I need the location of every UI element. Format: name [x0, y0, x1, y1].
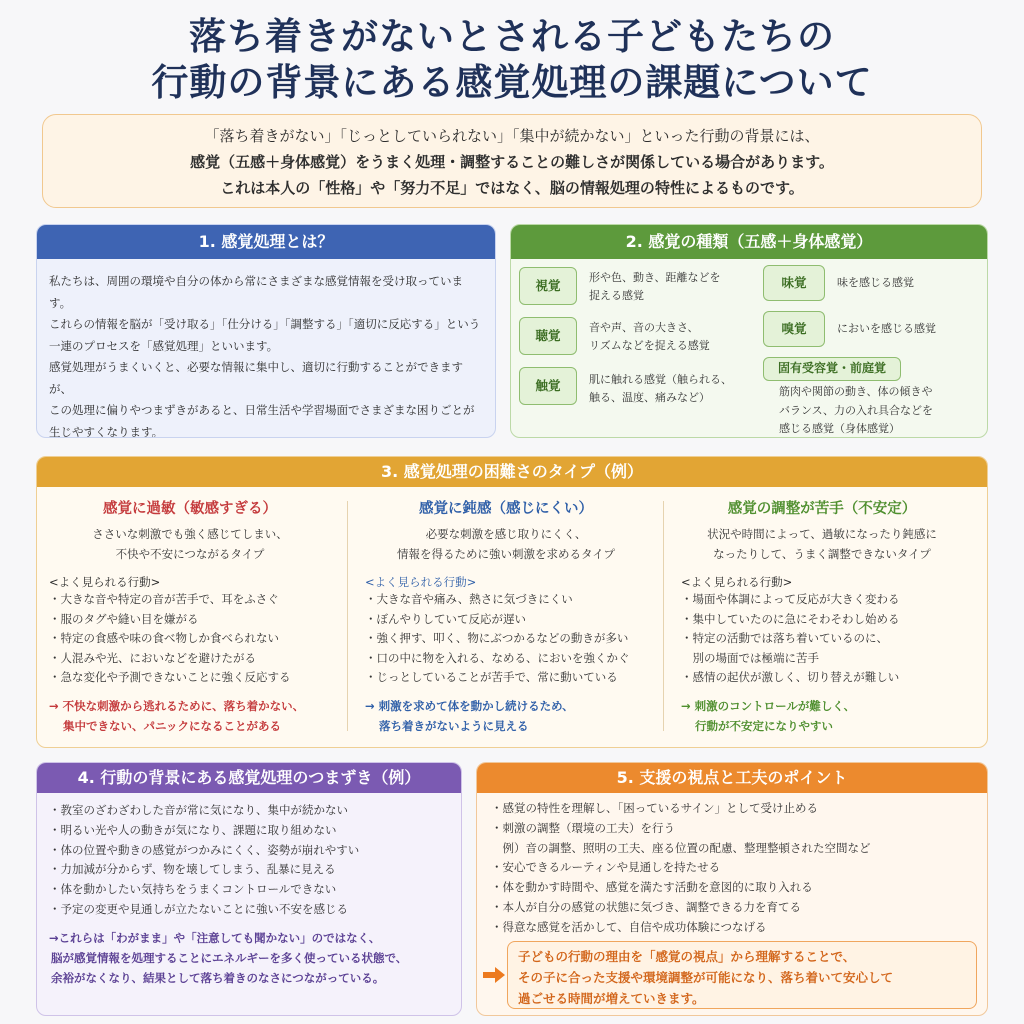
type-desc-line: 不快や不安につながるタイプ [115, 547, 265, 561]
section1-line: 感覚処理がうまくいくと、必要な情報に集中し、適切に行動することができますが、 [49, 360, 463, 396]
sense-desc-line: 触る、温度、痛みなど） [589, 391, 710, 404]
behavior-list [669, 590, 975, 688]
list-item: 例）音の調整、照明の工夫、座る位置の配慮、整理整頓された空間など [491, 840, 871, 855]
note-line: 脳が感覚情報を処理することにエネルギーを多く使っている状態で、 [51, 950, 408, 965]
intro-line-3: これは本人の「性格」や「努力不足」ではなく、脳の情報処理の特性によるものです。 [220, 179, 804, 197]
sense-desc-line: 形や色、動き、距離などを [589, 271, 721, 284]
sense-desc-hearing [589, 319, 710, 355]
type-result [669, 696, 975, 736]
list-item: ・場面や体調によって反応が大きく変わる [681, 592, 900, 606]
section-support-points [476, 762, 988, 1016]
type-desc-line: なったりして、うまく調整できないタイプ [713, 547, 931, 561]
sense-desc-proprioception [779, 383, 933, 438]
note-line: 余裕がなくなり、結果として落ち着きのなさにつながっている。 [51, 970, 385, 985]
list-heading: <よく見られる行動> [365, 575, 477, 589]
result-line: → 不快な刺激から逃れるために、落ち着かない、 [49, 698, 305, 713]
list-item: ・大きな音や特定の音が苦手で、耳をふさぐ [49, 592, 279, 606]
list-item: ・体を動かす時間や、感覚を満たす活動を意図的に取り入れる [491, 880, 813, 895]
column-divider [347, 501, 348, 731]
support-list [491, 799, 973, 938]
list-item: ・明るい光や人の動きが気になり、課題に取り組めない [49, 822, 337, 837]
list-item: ・本人が自分の感覚の状態に気づき、調整できる力を育てる [491, 899, 802, 914]
section2-heading: 2. 感覚の種類（五感＋身体感覚） [511, 225, 987, 259]
column-divider [663, 501, 664, 731]
sense-tag-smell: 嗅覚 [763, 311, 825, 347]
stumble-list [49, 801, 449, 920]
sense-desc-line: リズムなどを捉える感覚 [589, 339, 710, 352]
result-line: 行動が不安定になりやすい [695, 718, 833, 733]
sense-tag-vision: 視覚 [519, 267, 577, 305]
list-item: ・特定の活動では落ち着いているのに、 [681, 631, 888, 645]
page-title [0, 14, 1024, 106]
type-desc-line: 状況や時間によって、過敏になったり鈍感に [707, 527, 937, 541]
sense-desc-taste: 味を感じる感覚 [837, 276, 914, 289]
sense-desc-line: 筋肉や関節の動き、体の傾きや [779, 385, 933, 398]
section3-heading: 3. 感覚処理の困難さのタイプ（例） [37, 457, 987, 487]
list-item: ・力加減が分からず、物を壊してしまう、乱暴に見える [49, 862, 336, 877]
title-line-1: 落ち着きがないとされる子どもたちの [189, 15, 835, 58]
title-line-2: 行動の背景にある感覚処理の課題について [151, 61, 873, 104]
list-item: ・強く押す、叩く、物にぶつかるなどの動きが多い [365, 631, 629, 645]
callout-line: 過ごせる時間が増えていきます。 [518, 991, 705, 1006]
type-column-unstable [669, 489, 975, 745]
sense-tag-taste: 味覚 [763, 265, 825, 301]
behavior-list [37, 590, 343, 688]
section5-heading: 5. 支援の視点と工夫のポイント [477, 763, 987, 793]
summary-callout [507, 941, 977, 1009]
callout-line: 子どもの行動の理由を「感覚の視点」から理解することで、 [518, 949, 856, 964]
result-line: → 刺激を求めて体を動かし続けるため、 [365, 698, 574, 713]
list-heading: <よく見られる行動> [49, 575, 161, 589]
list-item: ・ぼんやりしていて反応が遅い [365, 611, 526, 626]
intro-line-1: 「落ち着きがない」「じっとしていられない」「集中が続かない」といった行動の背景には、 [204, 127, 820, 145]
type-result [37, 696, 343, 736]
section-difficulty-types [36, 456, 988, 748]
arrow-right-icon [483, 967, 505, 983]
list-item: ・安心できるルーティンや見通しを持たせる [491, 860, 721, 875]
section1-line: これらの情報を脳が「受け取る」「仕分ける」「調整する」「適切に反応する」という [49, 317, 481, 331]
section1-line: 生じやすくなります。 [49, 424, 164, 438]
section1-line: この処理に偏りやつまずきがあると、日常生活や学習場面でさまざまな困りごとが [49, 403, 475, 417]
type-column-hyposensitive [353, 489, 659, 745]
sense-desc-smell: においを感じる感覚 [837, 322, 936, 335]
type-desc-line: 必要な刺激を感じ取りにくく、 [425, 527, 587, 541]
result-line: 集中できない、パニックになることがある [63, 718, 282, 733]
list-item: ・服のタグや縫い目を嫌がる [49, 611, 199, 626]
list-item: ・急な変化や予測できないことに強く反応する [49, 670, 291, 684]
type-description [37, 524, 343, 564]
type-title: 感覚に過敏（敏感すぎる） [103, 501, 277, 517]
list-item: ・体を動かしたい気持ちをうまくコントロールできない [49, 882, 337, 897]
sense-tag-proprioception: 固有受容覚・前庭覚 [763, 357, 901, 381]
list-item: 別の場面では極端に苦手 [681, 650, 819, 665]
callout-line: その子に合った支援や環境調整が可能になり、落ち着いて安心して [518, 970, 894, 985]
list-heading: <よく見られる行動> [681, 575, 793, 589]
note-line: →これらは「わがまま」や「注意しても聞かない」のではなく、 [49, 930, 381, 945]
list-item: ・教室のざわざわした音が常に気になり、集中が続かない [49, 803, 348, 817]
type-title: 感覚の調整が苦手（不安定） [727, 501, 917, 517]
type-description [669, 524, 975, 564]
list-item: ・人混みや光、においなどを避けたがる [49, 650, 256, 665]
type-result [353, 696, 659, 736]
sense-desc-line: 音や声、音の大きさ、 [589, 321, 699, 334]
type-desc-line: 情報を得るために強い刺激を求めるタイプ [397, 547, 615, 561]
section-behavior-background [36, 762, 462, 1016]
type-description [353, 524, 659, 564]
sense-tag-hearing: 聴覚 [519, 317, 577, 355]
list-item: ・感情の起伏が激しく、切り替えが難しい [681, 670, 900, 684]
list-item: ・特定の食感や味の食べ物しか食べられない [49, 631, 279, 645]
sense-desc-vision [589, 269, 721, 305]
list-item: ・じっとしていることが苦手で、常に動いている [365, 670, 618, 684]
sense-desc-line: 感じる感覚（身体感覚） [779, 422, 900, 435]
type-title: 感覚に鈍感（感じにくい） [419, 501, 593, 517]
type-desc-line: ささいな刺激でも強く感じてしまい、 [92, 527, 288, 541]
section1-heading: 1. 感覚処理とは？ [37, 225, 495, 259]
sense-desc-line: バランス、力の入れ具合などを [779, 403, 933, 417]
section4-note [49, 928, 449, 988]
list-item: ・大きな音や痛み、熱さに気づきにくい [365, 592, 573, 606]
intro-box [42, 114, 982, 208]
type-column-hypersensitive [37, 489, 343, 745]
list-item: ・集中していたのに急にそわそわし始める [681, 611, 900, 626]
list-item: ・刺激の調整（環境の工夫）を行う [491, 820, 675, 835]
list-item: ・感覚の特性を理解し、「困っているサイン」として受け止める [491, 801, 818, 815]
result-line: → 刺激のコントロールが難しく、 [681, 698, 856, 713]
section-sensory-processing [36, 224, 496, 438]
behavior-list [353, 590, 659, 688]
section-sense-types [510, 224, 988, 438]
result-line: 落ち着きがないように見える [379, 718, 529, 733]
list-item: ・得意な感覚を活かして、自信や成功体験につなげる [491, 919, 767, 934]
section4-heading: 4. 行動の背景にある感覚処理のつまずき（例） [37, 763, 461, 793]
list-item: ・口の中に物を入れる、なめる、においを強くかぐ [365, 650, 630, 665]
list-item: ・予定の変更や見通しが立たないことに強い不安を感じる [49, 901, 348, 916]
section1-line: 一連のプロセスを「感覚処理」といいます。 [49, 338, 279, 353]
sense-tag-touch: 触覚 [519, 367, 577, 405]
list-item: ・体の位置や動きの感覚がつかみにくく、姿勢が崩れやすい [49, 842, 360, 857]
sense-desc-line: 肌に触れる感覚（触られる、 [589, 373, 732, 386]
section1-line: 私たちは、周囲の環境や自分の体から常にさまざまな感覚情報を受け取っています。 [49, 274, 463, 310]
sense-desc-line: 捉える感覚 [589, 289, 644, 302]
sense-desc-touch [589, 371, 732, 407]
intro-line-2: 感覚（五感＋身体感覚）をうまく処理・調整することの難しさが関係している場合があります。 [190, 153, 834, 171]
